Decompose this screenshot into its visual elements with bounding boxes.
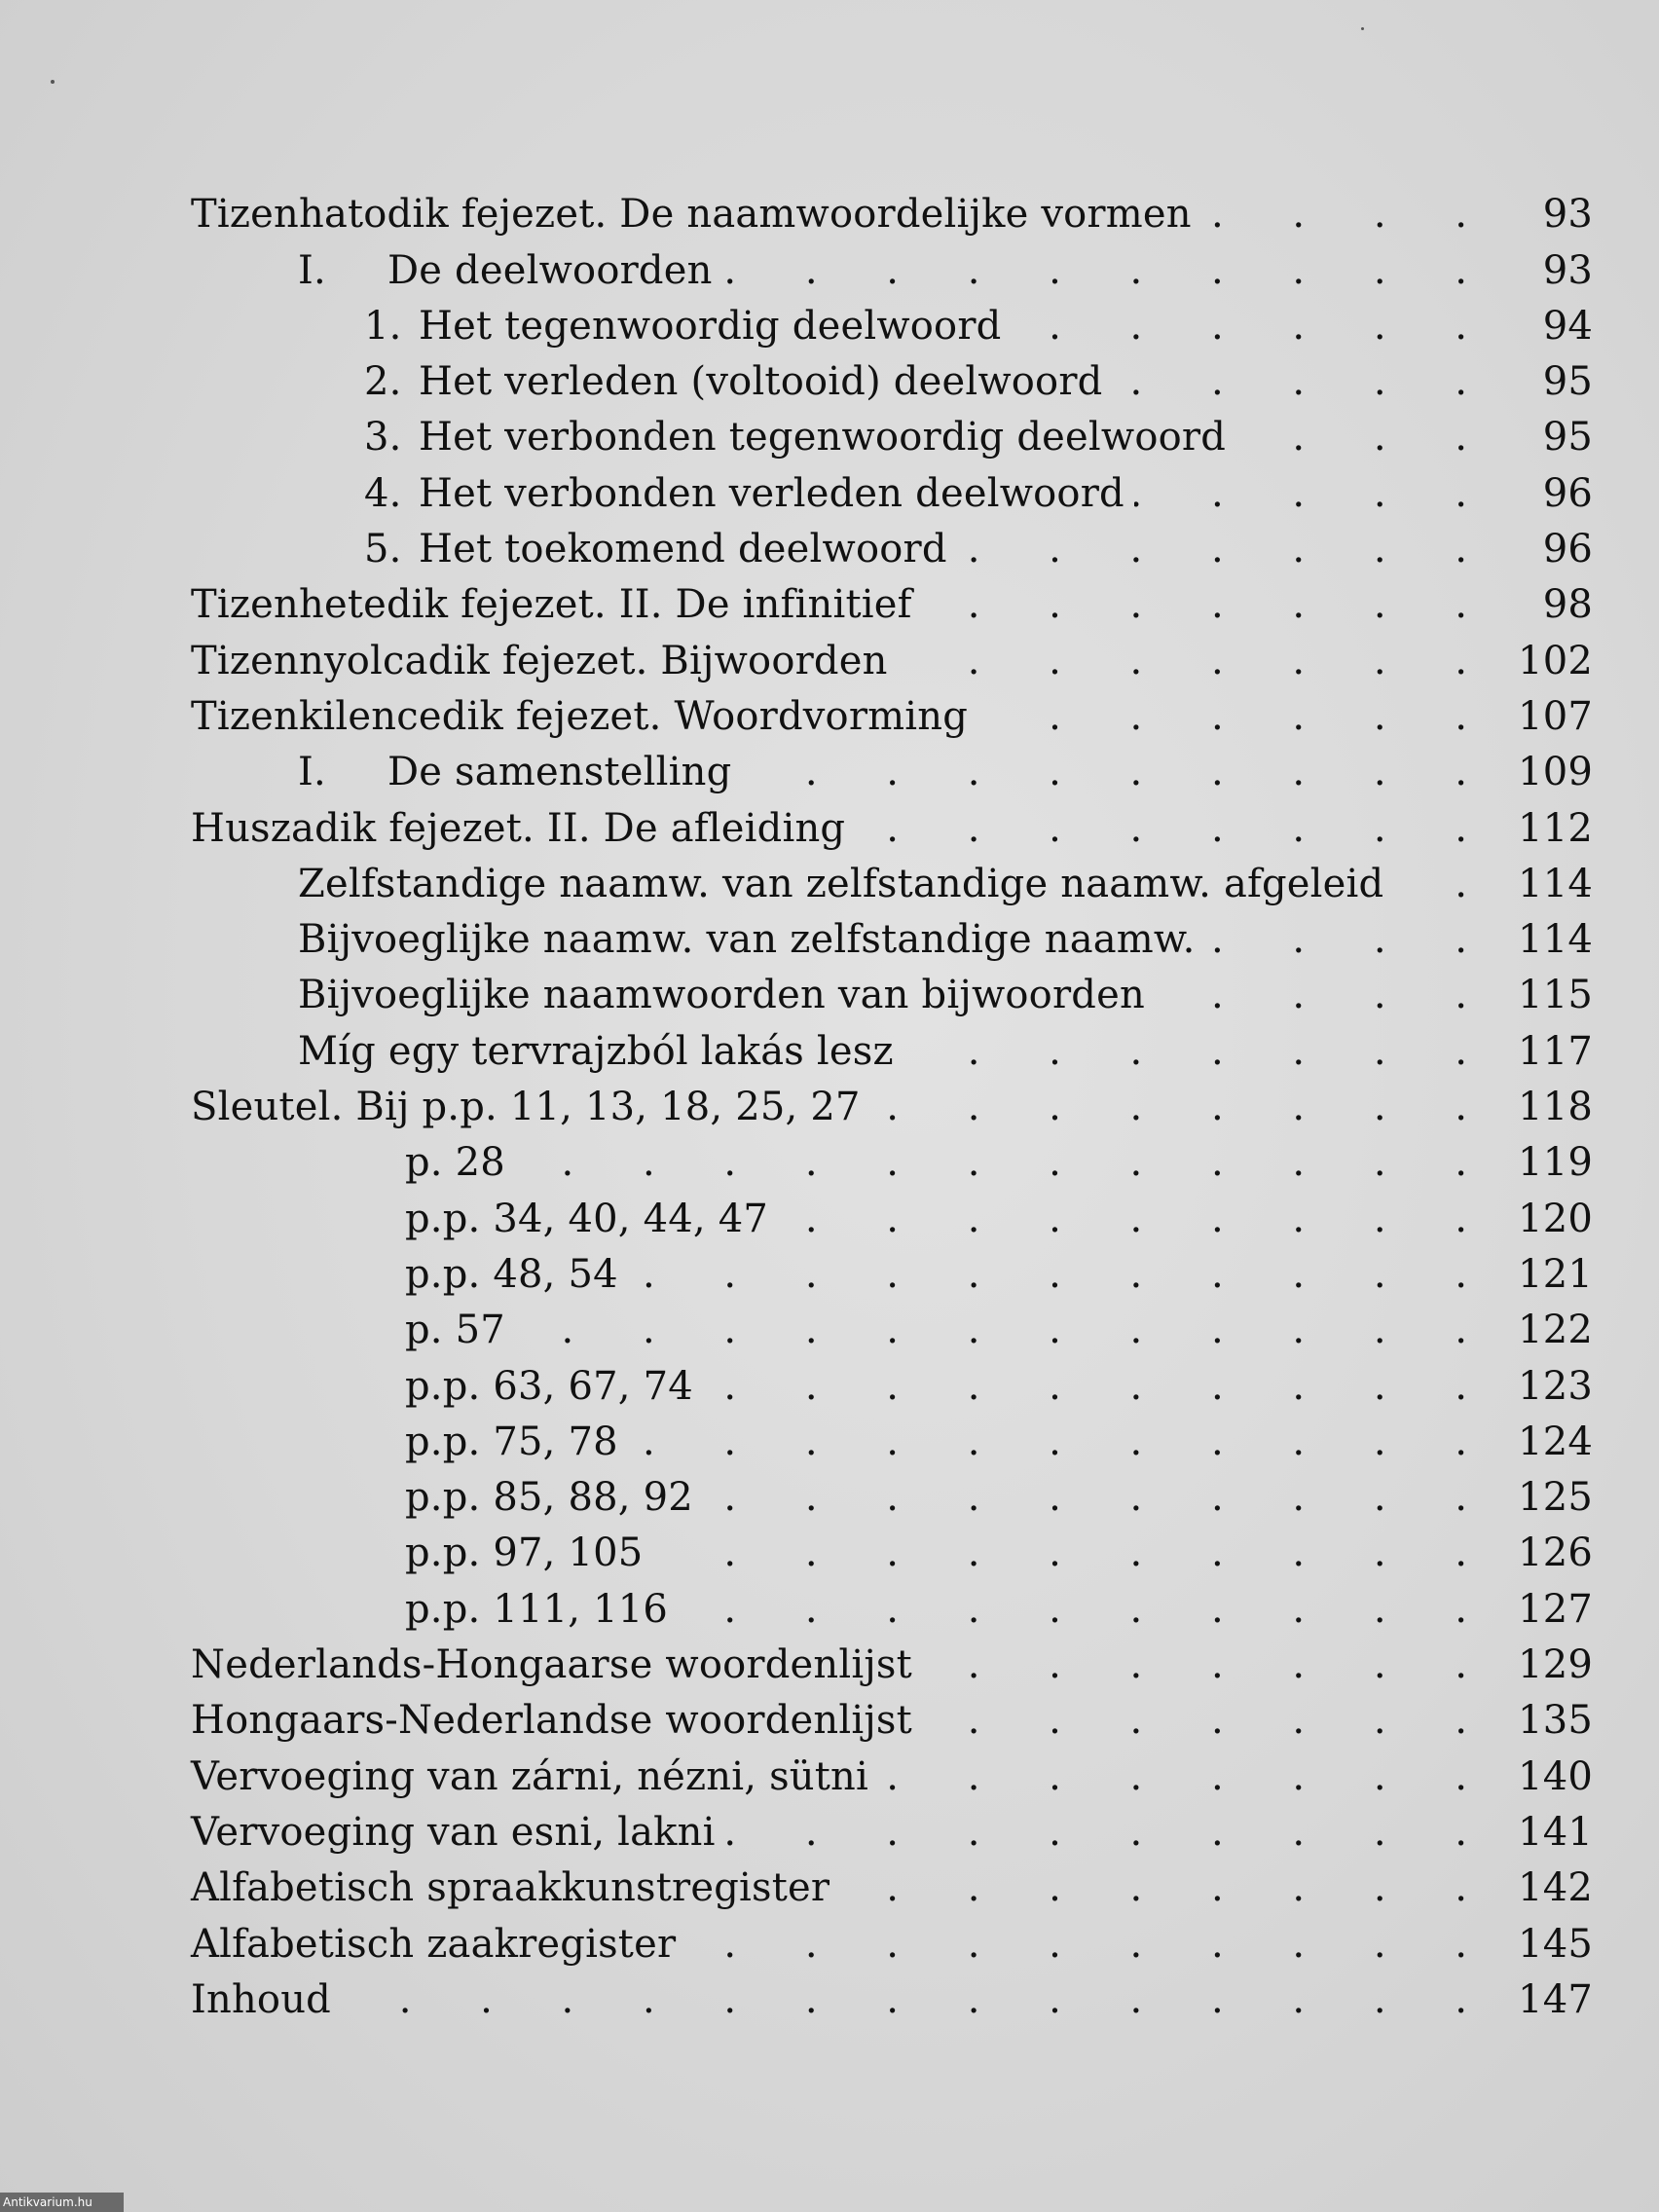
table-of-contents	[191, 183, 1593, 2024]
toc-entry-page: 98	[1542, 582, 1593, 628]
toc-entry-title: p.p. 34, 40, 44, 47	[405, 1196, 769, 1241]
toc-entry-title: Tizenkilencedik fejezet. Woordvorming	[191, 693, 969, 739]
toc-entry-page: 120	[1518, 1196, 1593, 1241]
toc-entry-number: 3.	[364, 415, 402, 461]
dot-leader	[1235, 413, 1495, 461]
toc-entry-number: 5.	[364, 527, 402, 572]
toc-entry-title	[191, 246, 722, 295]
toc-entry-text: Het tegenwoordig deelwoord	[419, 303, 1002, 349]
toc-entry-page: 145	[1518, 1921, 1593, 1967]
toc-entry	[191, 1131, 1593, 1187]
toc-entry	[191, 1019, 1593, 1075]
toc-entry	[191, 461, 1593, 517]
toc-entry-number: I.	[298, 750, 326, 795]
dot-leader	[839, 1863, 1495, 1912]
toc-entry-title: p. 28	[405, 1140, 505, 1186]
toc-entry-number: 2.	[364, 359, 402, 405]
dot-leader	[685, 1920, 1495, 1969]
toc-entry-page: 109	[1518, 750, 1593, 795]
toc-entry	[191, 1243, 1593, 1299]
toc-entry-title: p.p. 85, 88, 92	[405, 1475, 693, 1521]
toc-entry-page: 95	[1542, 359, 1593, 405]
toc-entry-page: 135	[1518, 1698, 1593, 1744]
toc-entry-text: Het verbonden verleden deelwoord	[419, 470, 1124, 516]
toc-entry-text: De samenstelling	[387, 750, 732, 795]
dot-leader	[652, 1529, 1495, 1577]
toc-entry-page: 147	[1518, 1976, 1593, 2022]
toc-entry	[191, 1354, 1593, 1410]
dot-leader	[1201, 190, 1495, 239]
toc-entry-page: 93	[1542, 247, 1593, 293]
toc-entry	[191, 406, 1593, 461]
toc-entry-page: 118	[1518, 1085, 1593, 1130]
toc-entry	[191, 629, 1593, 684]
dot-leader	[1134, 469, 1495, 518]
toc-entry	[191, 685, 1593, 741]
toc-entry-title: Hongaars-Nederlandse woordenlijst	[191, 1698, 912, 1744]
toc-entry-page: 114	[1518, 861, 1593, 906]
toc-entry-page: 114	[1518, 917, 1593, 963]
toc-entry-title: Bijvoeglijke naamw. van zelfstandige naamw.	[298, 917, 1196, 963]
toc-entry-number: 4.	[364, 470, 402, 516]
toc-entry-page: 127	[1518, 1586, 1593, 1632]
toc-entry-page: 102	[1518, 638, 1593, 683]
dot-leader	[778, 1195, 1495, 1243]
toc-entry-page: 112	[1518, 805, 1593, 851]
toc-entry-title: Zelfstandige naamw. van zelfstandige naamw. afgeleid	[298, 861, 1384, 906]
toc-entry	[191, 239, 1593, 294]
toc-entry	[191, 1577, 1593, 1633]
toc-entry-title	[191, 748, 741, 796]
dot-leader	[1011, 302, 1495, 350]
dot-leader	[1205, 915, 1495, 964]
toc-entry-title: p.p. 75, 78	[405, 1419, 618, 1464]
dot-leader	[903, 1027, 1495, 1076]
toc-entry-title: p.p. 111, 116	[405, 1586, 669, 1632]
dot-leader	[725, 1808, 1495, 1857]
toc-entry-title: Alfabetisch zaakregister	[191, 1921, 677, 1967]
toc-entry-number: 1.	[364, 303, 402, 349]
toc-entry	[191, 1076, 1593, 1131]
toc-entry-title: Sleutel. Bij p.p. 11, 13, 18, 25, 27	[191, 1085, 861, 1130]
toc-entry-page: 115	[1518, 973, 1593, 1018]
toc-entry	[191, 1745, 1593, 1800]
toc-entry-page: 123	[1518, 1363, 1593, 1409]
toc-entry-page: 93	[1542, 192, 1593, 238]
dot-leader	[898, 637, 1495, 685]
toc-entry-title	[191, 413, 1235, 461]
dot-leader	[957, 525, 1495, 573]
toc-entry	[191, 518, 1593, 573]
dot-leader	[922, 580, 1495, 629]
paper-speck	[1361, 27, 1364, 30]
dot-leader	[1112, 357, 1495, 406]
toc-entry-page: 96	[1542, 527, 1593, 572]
dot-leader	[678, 1585, 1495, 1634]
toc-entry	[191, 295, 1593, 350]
toc-entry	[191, 964, 1593, 1019]
toc-entry-page: 117	[1518, 1028, 1593, 1074]
watermark: Antikvarium.hu	[0, 2193, 124, 2212]
toc-entry	[191, 1187, 1593, 1242]
dot-leader	[878, 1752, 1495, 1801]
toc-entry-text: De deelwoorden	[387, 247, 713, 293]
toc-entry-page: 119	[1518, 1140, 1593, 1186]
toc-entry	[191, 1299, 1593, 1354]
toc-entry	[191, 741, 1593, 796]
toc-entry-title: Vervoeging van esni, lakni	[191, 1809, 716, 1855]
dot-leader	[703, 1473, 1495, 1522]
toc-entry-title: Míg egy tervrajzból lakás lesz	[298, 1028, 894, 1074]
toc-entry-title: Bijvoeglijke naamwoorden van bijwoorden	[298, 973, 1145, 1018]
toc-entry-title: p.p. 48, 54	[405, 1251, 618, 1297]
toc-entry	[191, 1857, 1593, 1912]
toc-entry-page: 96	[1542, 470, 1593, 516]
dot-leader	[1155, 971, 1495, 1019]
toc-entry-title: p.p. 97, 105	[405, 1530, 644, 1576]
dot-leader	[628, 1250, 1495, 1299]
toc-entry-page: 94	[1542, 303, 1593, 349]
toc-entry-title: Nederlands-Hongaarse woordenlijst	[191, 1642, 912, 1688]
toc-entry-page: 141	[1518, 1809, 1593, 1855]
toc-entry-page: 129	[1518, 1642, 1593, 1688]
toc-entry-page: 121	[1518, 1251, 1593, 1297]
toc-entry	[191, 853, 1593, 908]
toc-entry-page: 95	[1542, 415, 1593, 461]
toc-entry-page: 125	[1518, 1475, 1593, 1521]
dot-leader	[855, 804, 1495, 853]
toc-entry-page: 124	[1518, 1419, 1593, 1464]
toc-entry-page: 142	[1518, 1865, 1593, 1911]
dot-leader	[741, 748, 1495, 796]
dot-leader	[703, 1362, 1495, 1411]
dot-leader	[515, 1306, 1495, 1354]
toc-entry	[191, 1969, 1593, 2024]
paper-speck	[51, 80, 55, 84]
toc-entry	[191, 1801, 1593, 1857]
toc-entry	[191, 1522, 1593, 1577]
toc-entry	[191, 350, 1593, 406]
toc-entry-title	[191, 357, 1112, 406]
toc-entry	[191, 1634, 1593, 1689]
dot-leader	[341, 1975, 1495, 2024]
toc-entry-text: Het verbonden tegenwoordig deelwoord	[419, 415, 1227, 461]
toc-entry	[191, 1466, 1593, 1522]
dot-leader	[628, 1418, 1495, 1466]
toc-entry-title	[191, 525, 957, 573]
toc-entry-page: 140	[1518, 1753, 1593, 1799]
dot-leader	[870, 1083, 1495, 1131]
toc-entry-title: p. 57	[405, 1308, 505, 1353]
toc-entry	[191, 573, 1593, 629]
toc-entry-text: Het toekomend deelwoord	[419, 527, 947, 572]
toc-entry-title	[191, 302, 1011, 350]
toc-entry-page: 126	[1518, 1530, 1593, 1576]
toc-entry	[191, 908, 1593, 964]
toc-entry-page: 122	[1518, 1308, 1593, 1353]
toc-entry-page: 107	[1518, 693, 1593, 739]
dot-leader	[722, 246, 1495, 295]
toc-entry-title: Tizennyolcadik fejezet. Bijwoorden	[191, 638, 888, 683]
dot-leader	[977, 692, 1495, 741]
toc-entry-title: Inhoud	[191, 1976, 331, 2022]
toc-entry	[191, 1912, 1593, 1968]
toc-entry-title: Huszadik fejezet. II. De afleiding	[191, 805, 846, 851]
toc-entry	[191, 796, 1593, 852]
toc-entry	[191, 1411, 1593, 1466]
toc-entry	[191, 183, 1593, 239]
toc-entry-title: p.p. 63, 67, 74	[405, 1363, 693, 1409]
toc-entry-number: I.	[298, 247, 326, 293]
toc-entry-title: Tizenhatodik fejezet. De naamwoordelijke vormen	[191, 192, 1192, 238]
toc-entry-title: Tizenhetedik fejezet. II. De infinitief	[191, 582, 912, 628]
toc-entry-title	[191, 469, 1134, 518]
dot-leader	[515, 1138, 1495, 1187]
dot-leader	[922, 1696, 1495, 1745]
toc-entry-title: Vervoeging van zárni, nézni, sütni	[191, 1753, 868, 1799]
toc-entry-text: Het verleden (voltooid) deelwoord	[419, 359, 1103, 405]
dot-leader	[1393, 860, 1495, 908]
toc-entry	[191, 1689, 1593, 1745]
toc-entry-title: Alfabetisch spraakkunstregister	[191, 1865, 830, 1911]
dot-leader	[922, 1641, 1495, 1689]
